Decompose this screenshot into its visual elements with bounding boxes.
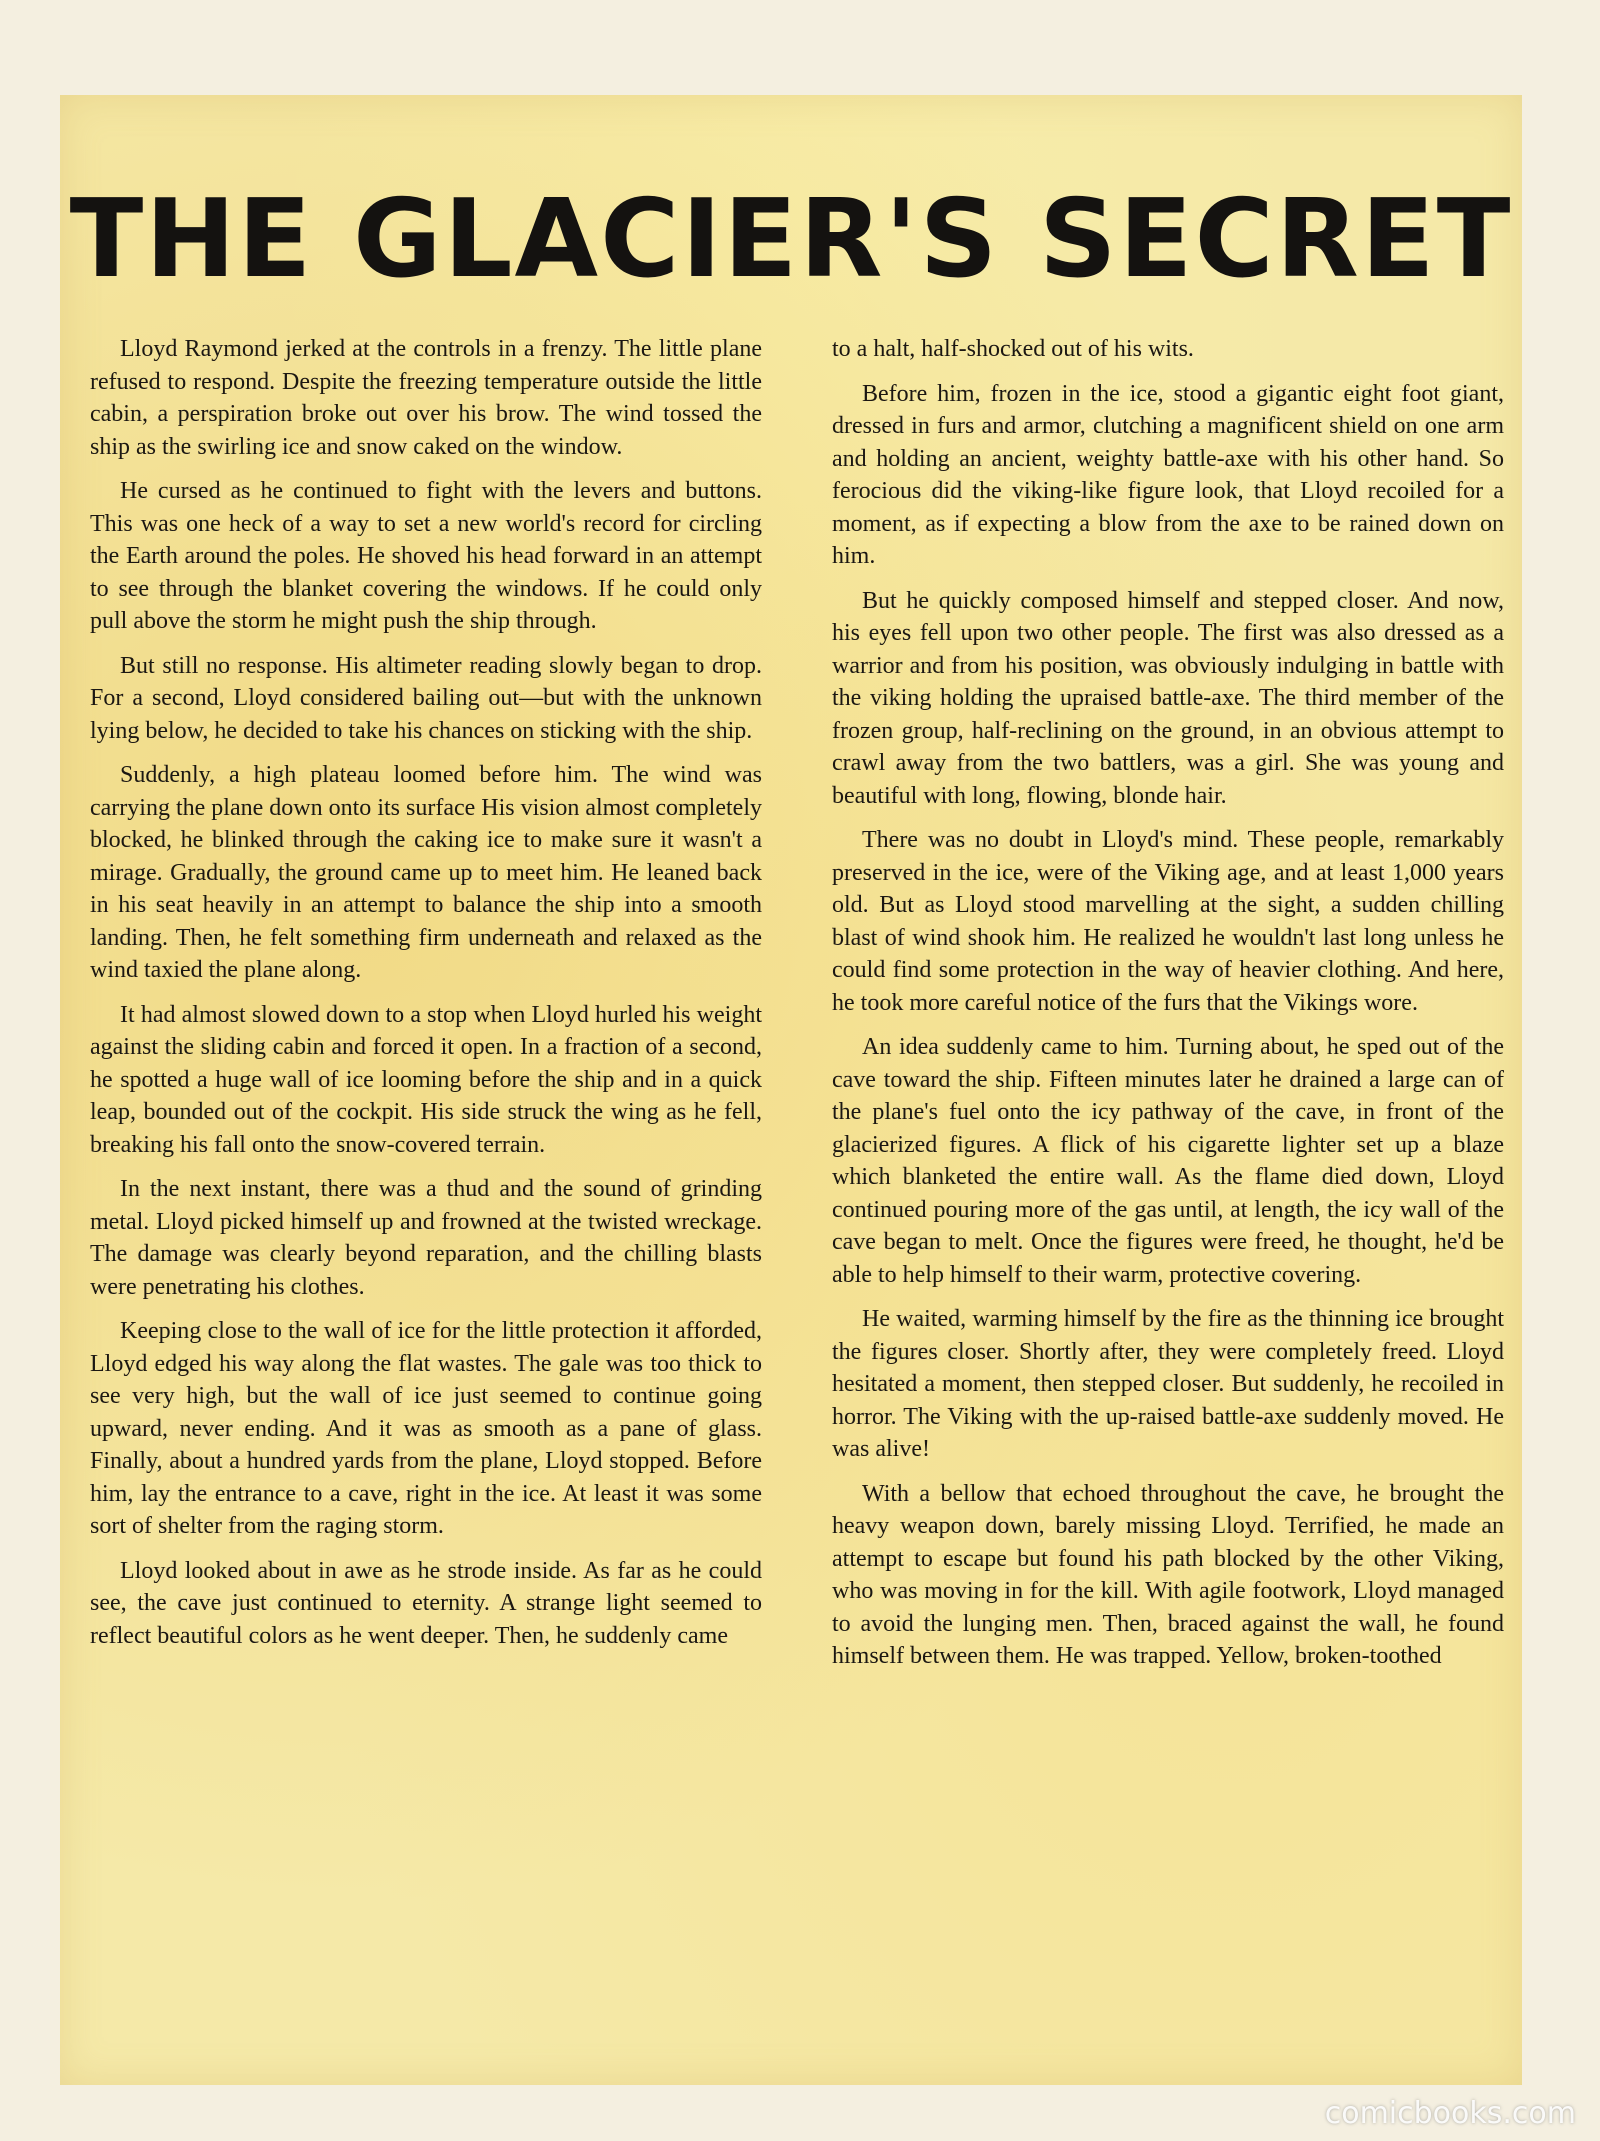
paragraph: Suddenly, a high plateau loomed before him. The wind was carrying the plane down onto its surface His vision almost completely blocked, he blinked through the caking ice to make sure it wasn't a mirage. Gradually, the ground came up to meet him. He leaned back in his seat heavily in an attempt to balance the ship into a smooth landing. Then, he felt something firm underneath and relaxed as the wind taxied the plane along. bbox=[90, 762, 762, 983]
story-page bbox=[60, 95, 1522, 2085]
paragraph: An idea suddenly came to him. Turning about, he sped out of the cave toward the ship. Fifteen minutes later he drained a large can of the plane's fuel onto the icy pathway of the cave, in front of the glacierized figures. A flick of his cigarette lighter set up a blaze which blanketed the entire wall. As the flame died down, Lloyd continued pouring more of the gas until, at length, the icy wall of the cave began to melt. Once the figures were freed, he thought, he'd be able to help himself to their warm, protective covering. bbox=[832, 1034, 1504, 1288]
text-column-left bbox=[90, 333, 762, 1664]
paragraph: It had almost slowed down to a stop when Lloyd hurled his weight against the sliding cabin and forced it open. In a fraction of a second, he spotted a huge wall of ice looming before the ship and in a quick leap, bounded out of the cockpit. His side struck the wing as he fell, breaking his fall onto the snow-covered terrain. bbox=[90, 1001, 762, 1158]
paragraph: In the next instant, there was a thud and the sound of grinding metal. Lloyd picked himself up and frowned at the twisted wreckage. The damage was clearly beyond reparation, and the chilling blasts were penetrating his clothes. bbox=[90, 1176, 762, 1300]
paragraph: Before him, frozen in the ice, stood a gigantic eight foot giant, dressed in furs and armor, clutching a magnificent shield on one arm and holding an ancient, weighty battle-axe with his other hand. So ferocious did the viking-like figure look, that Lloyd recoiled for a moment, as if expecting a blow from the axe to be rained down on him. bbox=[832, 380, 1504, 569]
paragraph: With a bellow that echoed throughout the cave, he brought the heavy weapon down, barely missing Lloyd. Terrified, he made an attempt to escape but found his path blocked by the other Viking, who was moving in for the kill. With agile footwork, Lloyd managed to avoid the lunging men. Then, braced against the wall, he found himself between them. He was trapped. Yellow, broken-toothed bbox=[832, 1480, 1504, 1669]
paragraph: Keeping close to the wall of ice for the little protection it afforded, Lloyd edged his way along the flat wastes. The gale was too thick to see very high, but the wall of ice just seemed to continue going upward, never ending. And it was as smooth as a pane of glass. Finally, about a hundred yards from the plane, Lloyd stopped. Before him, lay the entrance to a cave, right in the ice. At least it was some sort of shelter from the raging storm. bbox=[90, 1318, 762, 1539]
paragraph-continuation: to a halt, half-shocked out of his wits. bbox=[832, 336, 1194, 362]
paragraph: But still no response. His altimeter reading slowly began to drop. For a second, Lloyd considered bailing out—but with the unknown lying below, he decided to take his chances on sticking with the ship. bbox=[90, 652, 762, 744]
story-title: THE GLACIER'S SECRET bbox=[69, 177, 1513, 303]
paragraph: But he quickly composed himself and stepped closer. And now, his eyes fell upon two other people. The first was also dressed as a warrior and from his position, was obviously indulging in battle with the viking holding the upraised battle-axe. The third member of the frozen group, half-reclining on the ground, in an obvious attempt to crawl away from the two battlers, was a girl. She was young and beautiful with long, flowing, blonde hair. bbox=[832, 587, 1504, 809]
site-watermark: comicbooks.com bbox=[1324, 2096, 1576, 2131]
paragraph: He waited, warming himself by the fire as the thinning ice brought the figures closer. Shortly after, they were completely freed. Lloyd hesitated a moment, then stepped closer. But suddenly, he recoiled in horror. The Viking with the up-raised battle-axe suddenly moved. He was alive! bbox=[832, 1306, 1504, 1462]
paragraph: Lloyd looked about in awe as he strode inside. As far as he could see, the cave just continued to eternity. A strange light seemed to reflect beautiful colors as he went deeper. Then, he suddenly came bbox=[90, 1557, 762, 1649]
paragraph: There was no doubt in Lloyd's mind. These people, remarkably preserved in the ice, were of the Viking age, and at least 1,000 years old. But as Lloyd stood marvelling at the sight, a sudden chilling blast of wind shook him. He realized he wouldn't last long unless he could find some protection in the way of heavier clothing. And here, he took more careful notice of the furs that the Vikings wore. bbox=[832, 827, 1504, 1016]
text-column-right bbox=[832, 333, 1504, 1685]
paragraph: Lloyd Raymond jerked at the controls in a frenzy. The little plane refused to respond. Despite the freezing temperature outside the little cabin, a perspiration broke out over his brow. The wind tossed the ship as the swirling ice and snow caked on the window. bbox=[90, 336, 762, 460]
paragraph: He cursed as he continued to fight with the levers and buttons. This was one heck of a way to set a new world's record for circling the Earth around the poles. He shoved his head forward in an attempt to see through the blanket covering the windows. If he could only pull above the storm he might push the ship through. bbox=[90, 478, 762, 634]
